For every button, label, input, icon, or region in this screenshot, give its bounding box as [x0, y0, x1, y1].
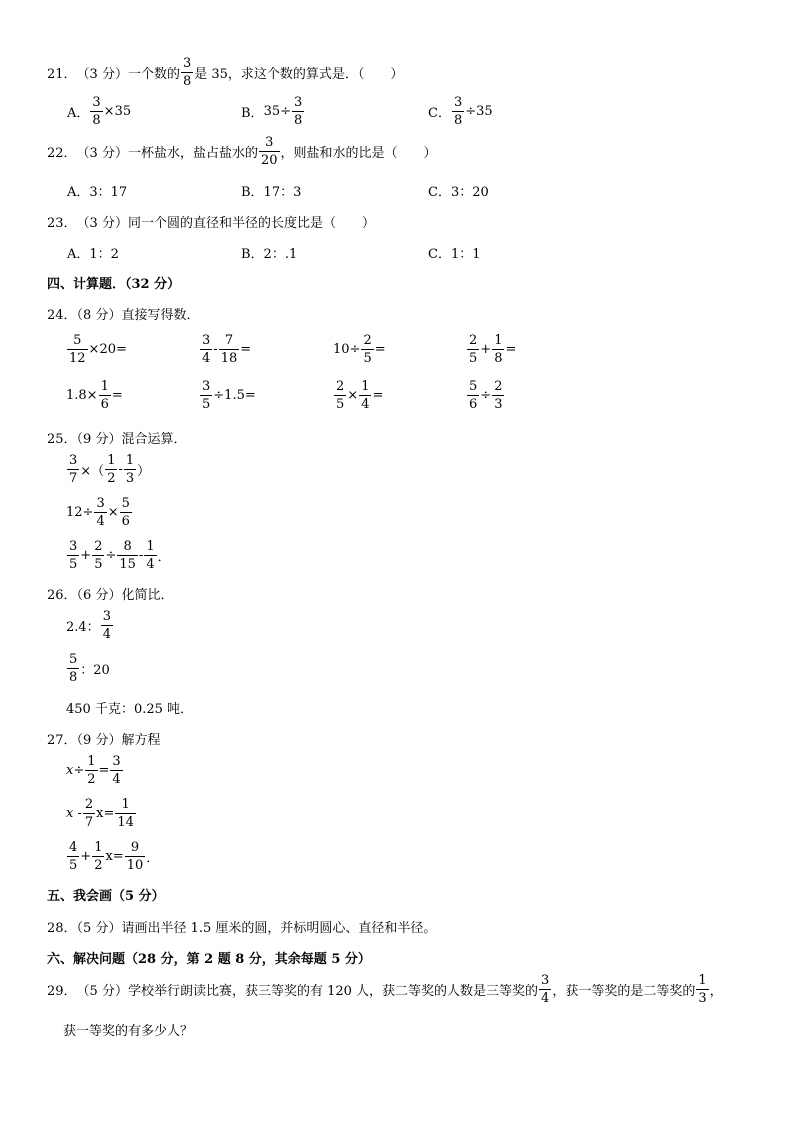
- denominator: 18: [220, 351, 238, 366]
- expr-24-6: [199, 380, 256, 411]
- option-label: B．: [241, 106, 264, 121]
- section-heading-6: [47, 948, 371, 967]
- question-text: 27．（9 分）解方程: [47, 733, 161, 748]
- expr-26-1: [66, 610, 114, 641]
- fraction: [110, 755, 122, 786]
- option-text: B．2：.1: [241, 247, 298, 262]
- expr-text: =: [505, 342, 517, 357]
- expr-24-8: [466, 380, 505, 411]
- operator: ÷: [105, 548, 117, 563]
- denominator: 5: [69, 557, 78, 572]
- equation-27-2: [66, 798, 137, 829]
- option-text: ÷35: [465, 104, 493, 119]
- expr-26-2: [66, 653, 110, 684]
- question-25: [47, 428, 186, 447]
- expr-text: ：20: [80, 663, 110, 678]
- fraction: [219, 334, 240, 365]
- denominator: 4: [146, 557, 155, 572]
- expr-25-2: [66, 497, 133, 528]
- expr-24-3: [333, 334, 386, 365]
- denominator: 4: [112, 772, 121, 787]
- expr-text: =: [240, 342, 252, 357]
- section-title: 六、解决问题（28 分，第 2 题 8 分，其余每题 5 分）: [47, 952, 371, 967]
- option-b[interactable]: [241, 243, 297, 262]
- question-text: 一杯盐水，盐占盐水的: [127, 146, 258, 161]
- denominator: 8: [182, 74, 192, 89]
- expr-text: x -: [66, 806, 82, 821]
- numerator: 1: [146, 539, 155, 554]
- numerator: 2: [469, 333, 478, 348]
- fraction: [94, 497, 106, 528]
- section-title: 五、我会画（5 分）: [47, 889, 165, 904]
- operator: ×（: [80, 464, 105, 479]
- numerator: 3: [102, 609, 111, 624]
- fraction: [361, 334, 373, 365]
- question-24: [47, 304, 199, 323]
- score: （3 分）: [76, 146, 128, 161]
- expr-text: 2.4：: [66, 620, 100, 635]
- question-text: 26．（6 分）化简比．: [47, 588, 174, 603]
- question-text: ，则盐和水的比是（ ）: [280, 146, 437, 161]
- question-22: [47, 136, 437, 167]
- expr-26-3: [66, 698, 193, 717]
- option-text: A．1：2: [67, 247, 119, 262]
- numerator: 3: [202, 333, 211, 348]
- expr-25-3: [66, 540, 171, 571]
- option-text: C．3：20: [428, 185, 489, 200]
- question-number: 22．: [47, 146, 77, 161]
- operator: +: [80, 849, 92, 864]
- fraction: [67, 653, 79, 684]
- expr-text: =: [372, 388, 384, 403]
- question-27: [47, 729, 160, 748]
- numerator: 3: [202, 379, 211, 394]
- denominator: 5: [469, 351, 478, 366]
- question-text: ，: [709, 984, 723, 999]
- expr-24-4: [466, 334, 516, 365]
- fraction: [539, 974, 551, 1005]
- operator: -: [213, 342, 218, 357]
- fraction: [259, 136, 280, 167]
- numerator: 1: [125, 453, 135, 468]
- fraction: [101, 610, 113, 641]
- denominator: 6: [100, 397, 109, 412]
- option-text: 35÷: [263, 104, 291, 119]
- numerator: 1: [361, 379, 370, 394]
- numerator: 3: [96, 496, 105, 511]
- option-c[interactable]: [428, 96, 493, 127]
- section-heading-4: [47, 273, 180, 292]
- denominator: 20: [260, 153, 278, 168]
- numerator: 1: [100, 379, 109, 394]
- section-heading-5: [47, 885, 165, 904]
- fraction: [83, 798, 95, 829]
- denominator: 3: [494, 397, 503, 412]
- option-text: A．3：17: [67, 185, 128, 200]
- question-text: 获一等奖的有多少人？: [63, 1024, 194, 1039]
- numerator: 3: [541, 973, 550, 988]
- denominator: 4: [102, 627, 111, 642]
- fraction: [99, 380, 111, 411]
- fraction: [144, 540, 156, 571]
- operator: ÷: [480, 388, 492, 403]
- denominator: 3: [125, 471, 135, 486]
- denominator: 4: [361, 397, 370, 412]
- denominator: 8: [69, 670, 78, 685]
- question-text: 24．（8 分）直接写得数．: [47, 308, 200, 323]
- fraction: [105, 454, 117, 485]
- denominator: 14: [117, 815, 134, 830]
- numerator: 2: [336, 379, 345, 394]
- numerator: 2: [94, 539, 103, 554]
- numerator: 5: [469, 379, 478, 394]
- question-26: [47, 584, 173, 603]
- denominator: 5: [363, 351, 372, 366]
- expr-text: ）: [137, 464, 151, 479]
- denominator: 4: [202, 351, 211, 366]
- equation-27-1: [66, 755, 124, 786]
- fraction: [452, 96, 464, 127]
- expr-text: ．: [146, 851, 160, 866]
- denominator: 5: [202, 397, 211, 412]
- question-29: [47, 974, 723, 1005]
- denominator: 15: [119, 557, 136, 572]
- numerator: 5: [121, 496, 130, 511]
- numerator: 3: [112, 754, 121, 769]
- expr-text: =: [111, 388, 123, 403]
- fraction: [120, 497, 132, 528]
- option-text: C．1：1: [428, 247, 481, 262]
- option-b[interactable]: [241, 96, 305, 127]
- fraction: [467, 334, 479, 365]
- expr-text: ×20=: [88, 342, 127, 357]
- option-c[interactable]: [428, 243, 481, 262]
- score: （3 分）: [76, 67, 128, 82]
- numerator: 3: [182, 56, 192, 71]
- expr-text: ÷1.5=: [213, 388, 256, 403]
- operator: ×: [347, 388, 359, 403]
- question-29-line2: [63, 1020, 193, 1039]
- fraction: [117, 540, 138, 571]
- fraction: [85, 755, 97, 786]
- fraction: [359, 380, 371, 411]
- question-number: 23．: [47, 216, 77, 231]
- denominator: 3: [698, 991, 707, 1006]
- operator: =: [98, 763, 110, 778]
- option-a[interactable]: [67, 96, 131, 127]
- numerator: 1: [121, 797, 130, 812]
- denominator: 10: [126, 858, 144, 873]
- numerator: 3: [92, 95, 101, 110]
- operator: +: [480, 342, 492, 357]
- denominator: 2: [94, 858, 103, 873]
- question-28: [47, 917, 436, 936]
- expr-text: 1.8×: [66, 388, 98, 403]
- equation-27-3: [66, 841, 159, 872]
- question-number: 29．: [47, 984, 77, 999]
- fraction: [124, 454, 136, 485]
- numerator: 3: [69, 453, 78, 468]
- question-text: 28．（5 分）请画出半径 1.5 厘米的圆，并标明圆心、直径和半径。: [47, 921, 437, 936]
- numerator: 1: [494, 333, 503, 348]
- fraction: [92, 540, 104, 571]
- expr-25-1: [66, 454, 150, 485]
- expr-24-7: [333, 380, 383, 411]
- expr-text: ．: [157, 550, 171, 565]
- expr-24-1: [66, 334, 127, 365]
- option-c[interactable]: [428, 181, 489, 200]
- expr-text: 10÷: [333, 342, 361, 357]
- operator: x=: [96, 806, 115, 821]
- numerator: 3: [69, 539, 78, 554]
- operator: -: [118, 462, 123, 477]
- expr-text: 450 千克：0.25 吨．: [66, 702, 194, 717]
- numerator: 3: [453, 95, 463, 110]
- numerator: 2: [84, 797, 94, 812]
- denominator: 5: [69, 858, 78, 873]
- expr-24-2: [199, 334, 251, 365]
- option-text: ×35: [103, 104, 132, 119]
- operator: ×: [107, 505, 119, 520]
- fraction: [492, 380, 504, 411]
- option-text: B．17：3: [241, 185, 302, 200]
- denominator: 8: [453, 113, 463, 128]
- numerator: 2: [494, 379, 503, 394]
- fraction: [92, 841, 104, 872]
- question-text: 一个数的: [127, 67, 180, 82]
- question-text: ，获一等奖的是二等奖的: [552, 984, 696, 999]
- denominator: 7: [69, 471, 78, 486]
- denominator: 2: [87, 772, 96, 787]
- fraction: [125, 841, 146, 872]
- denominator: 5: [94, 557, 103, 572]
- fraction: [696, 974, 708, 1005]
- option-a[interactable]: [67, 181, 127, 200]
- option-a[interactable]: [67, 243, 119, 262]
- numerator: 8: [123, 539, 132, 554]
- expr-text: 12÷: [66, 505, 94, 520]
- fraction: [67, 334, 88, 365]
- fraction: [67, 540, 79, 571]
- numerator: 1: [94, 840, 103, 855]
- option-b[interactable]: [241, 181, 301, 200]
- fraction: [200, 380, 212, 411]
- numerator: 5: [73, 333, 82, 348]
- denominator: 4: [96, 514, 105, 529]
- numerator: 5: [69, 652, 78, 667]
- denominator: 4: [541, 991, 550, 1006]
- denominator: 8: [92, 113, 101, 128]
- question-number: 21．: [47, 67, 77, 82]
- fraction: [90, 96, 102, 127]
- fraction: [67, 454, 79, 485]
- denominator: 12: [69, 351, 86, 366]
- denominator: 6: [469, 397, 478, 412]
- expr-text: x÷: [66, 763, 85, 778]
- fraction: [115, 798, 136, 829]
- question-text: 是 35，求这个数的算式是．（ ）: [194, 67, 404, 82]
- expr-text: =: [374, 342, 386, 357]
- denominator: 7: [84, 815, 94, 830]
- option-label: A．: [67, 106, 90, 121]
- fraction: [292, 96, 304, 127]
- fraction: [200, 334, 212, 365]
- fraction: [334, 380, 346, 411]
- question-21: [47, 57, 403, 88]
- fraction: [181, 57, 193, 88]
- denominator: 2: [107, 471, 116, 486]
- numerator: 4: [69, 840, 78, 855]
- question-text: 25．（9 分）混合运算．: [47, 432, 187, 447]
- option-label: C．: [428, 106, 451, 121]
- numerator: 3: [294, 95, 303, 110]
- question-text: 同一个圆的直径和半径的长度比是（ ）: [127, 216, 375, 231]
- operator: +: [80, 548, 92, 563]
- question-23: [47, 212, 375, 231]
- section-title: 四、计算题．（32 分）: [47, 277, 181, 292]
- numerator: 2: [363, 333, 372, 348]
- denominator: 5: [336, 397, 345, 412]
- denominator: 6: [121, 514, 130, 529]
- fraction: [67, 841, 79, 872]
- score: （5 分）: [76, 984, 128, 999]
- numerator: 9: [130, 840, 140, 855]
- denominator: 8: [494, 351, 503, 366]
- question-text: 学校举行朗读比赛，获三等奖的有 120 人，获二等奖的人数是三等奖的: [127, 984, 539, 999]
- fraction: [492, 334, 504, 365]
- fraction: [467, 380, 479, 411]
- numerator: 3: [265, 135, 274, 150]
- denominator: 8: [294, 113, 303, 128]
- expr-24-5: [66, 380, 123, 411]
- numerator: 1: [698, 973, 707, 988]
- numerator: 7: [224, 333, 234, 348]
- numerator: 1: [87, 754, 96, 769]
- operator: -: [138, 548, 144, 563]
- numerator: 1: [107, 453, 116, 468]
- score: （3 分）: [76, 216, 128, 231]
- operator: x=: [105, 849, 124, 864]
